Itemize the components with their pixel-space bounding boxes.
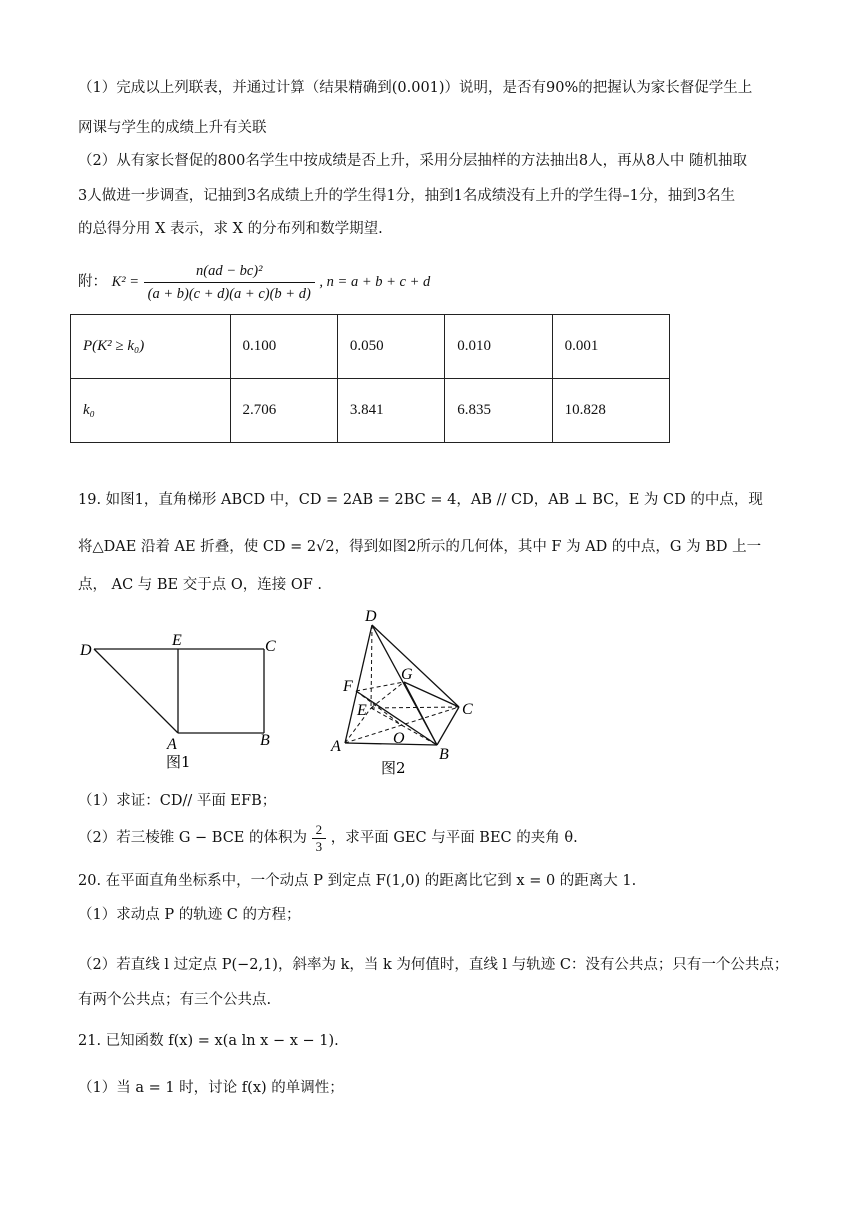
- appendix-label: 附：: [78, 274, 107, 290]
- q21-part1: （1）当 a = 1 时，讨论 f(x) 的单调性；: [78, 1080, 344, 1096]
- table-cell: 0.100: [230, 315, 337, 379]
- formula-fraction: [144, 260, 315, 305]
- table-cell: 0.001: [552, 315, 669, 379]
- q19-part2-pre: （2）若三棱锥 G − BCE 的体积为: [78, 830, 307, 846]
- fig2-label-g: G: [401, 666, 413, 683]
- fig2-caption: 图2: [381, 759, 406, 777]
- formula-numerator: n(ad − bc)²: [144, 260, 315, 283]
- q18-part2-line3: 的总得分用 X 表示，求 X 的分布列和数学期望.: [78, 221, 383, 237]
- table-cell: 0.010: [445, 315, 552, 379]
- volume-fraction-den: 3: [315, 838, 323, 854]
- q20-part2-line1: （2）若直线 l 过定点 P(−2,1)，斜率为 k，当 k 为何值时，直线 l 与轨迹 C：没有公共点；只有一个公共点；: [78, 957, 789, 973]
- q20-part2-line2: 有两个公共点；有三个公共点.: [78, 992, 272, 1008]
- fig2-label-a: A: [331, 738, 341, 755]
- formula-denominator: (a + b)(c + d)(a + c)(b + d): [147, 285, 311, 302]
- table-row: [71, 379, 670, 443]
- table-cell: 0.050: [337, 315, 444, 379]
- fig1-label-e: E: [172, 632, 182, 649]
- table-cell: 3.841: [337, 379, 444, 443]
- q18-appendix-formula: [78, 257, 790, 307]
- fig1-caption: 图1: [166, 753, 191, 771]
- q18-part1-line2: 网课与学生的成绩上升有关联: [78, 120, 267, 136]
- formula-n: , n = a + b + c + d: [319, 274, 431, 290]
- q20-part1: （1）求动点 P 的轨迹 C 的方程；: [78, 907, 301, 923]
- figure-1: [70, 625, 300, 775]
- q19-line2: 将△DAE 沿着 AE 折叠，使 CD = 2√2，得到如图2所示的几何体，其中 F 为 AD 的中点，G 为 BD 上一: [78, 539, 762, 555]
- fig2-label-c: C: [462, 701, 473, 718]
- table-header-cell: P(K² ≥ k₀): [71, 315, 231, 379]
- q21-line1: 21. 已知函数 f(x) = x(a ln x − x − 1).: [78, 1033, 339, 1049]
- q19-line1: 19. 如图1，直角梯形 ABCD 中，CD = 2AB = 2BC = 4，AB // CD，AB ⊥ BC，E 为 CD 的中点，现: [78, 492, 763, 508]
- fig2-label-d: D: [365, 608, 377, 625]
- figure-2: [325, 605, 485, 780]
- fig1-label-a: A: [167, 736, 177, 753]
- q19-part2: [78, 818, 790, 858]
- volume-fraction-num: 2: [312, 822, 327, 839]
- fig2-label-f: F: [343, 678, 353, 695]
- q19-part2-post: ，求平面 GEC 与平面 BEC 的夹角 θ.: [330, 830, 578, 846]
- table-cell: 2.706: [230, 379, 337, 443]
- table-cell: 6.835: [445, 379, 552, 443]
- q19-line3: 点， AC 与 BE 交于点 O，连接 OF .: [78, 577, 323, 593]
- fig1-label-c: C: [265, 638, 276, 655]
- q18-part2-line1: （2）从有家长督促的800名学生中按成绩是否上升，采用分层抽样的方法抽出8人，再从8人中 随机抽取: [78, 153, 747, 169]
- fig1-label-b: B: [260, 732, 270, 749]
- table-cell: 10.828: [552, 379, 669, 443]
- fig2-label-e: E: [357, 702, 367, 719]
- volume-fraction: [312, 822, 327, 855]
- q20-line1: 20. 在平面直角坐标系中，一个动点 P 到定点 F(1,0) 的距离比它到 x = 0 的距离大 1.: [78, 873, 637, 889]
- fig1-label-d: D: [80, 642, 92, 659]
- formula-lhs: K² =: [111, 274, 140, 290]
- fig2-label-b: B: [439, 746, 449, 763]
- q18-part2-line2: 3人做进一步调查，记抽到3名成绩上升的学生得1分，抽到1名成绩没有上升的学生得–1分，抽到3名生: [78, 188, 736, 204]
- table-header-cell: k₀: [71, 379, 231, 443]
- q18-part1-line1: （1）完成以上列联表，并通过计算（结果精确到(0.001)）说明，是否有90%的把握认为家长督促学生上: [78, 80, 753, 96]
- q19-part1: （1）求证：CD// 平面 EFB；: [78, 793, 277, 809]
- fig2-label-o: O: [393, 730, 405, 747]
- table-row: [71, 315, 670, 379]
- critical-value-table: [70, 314, 670, 443]
